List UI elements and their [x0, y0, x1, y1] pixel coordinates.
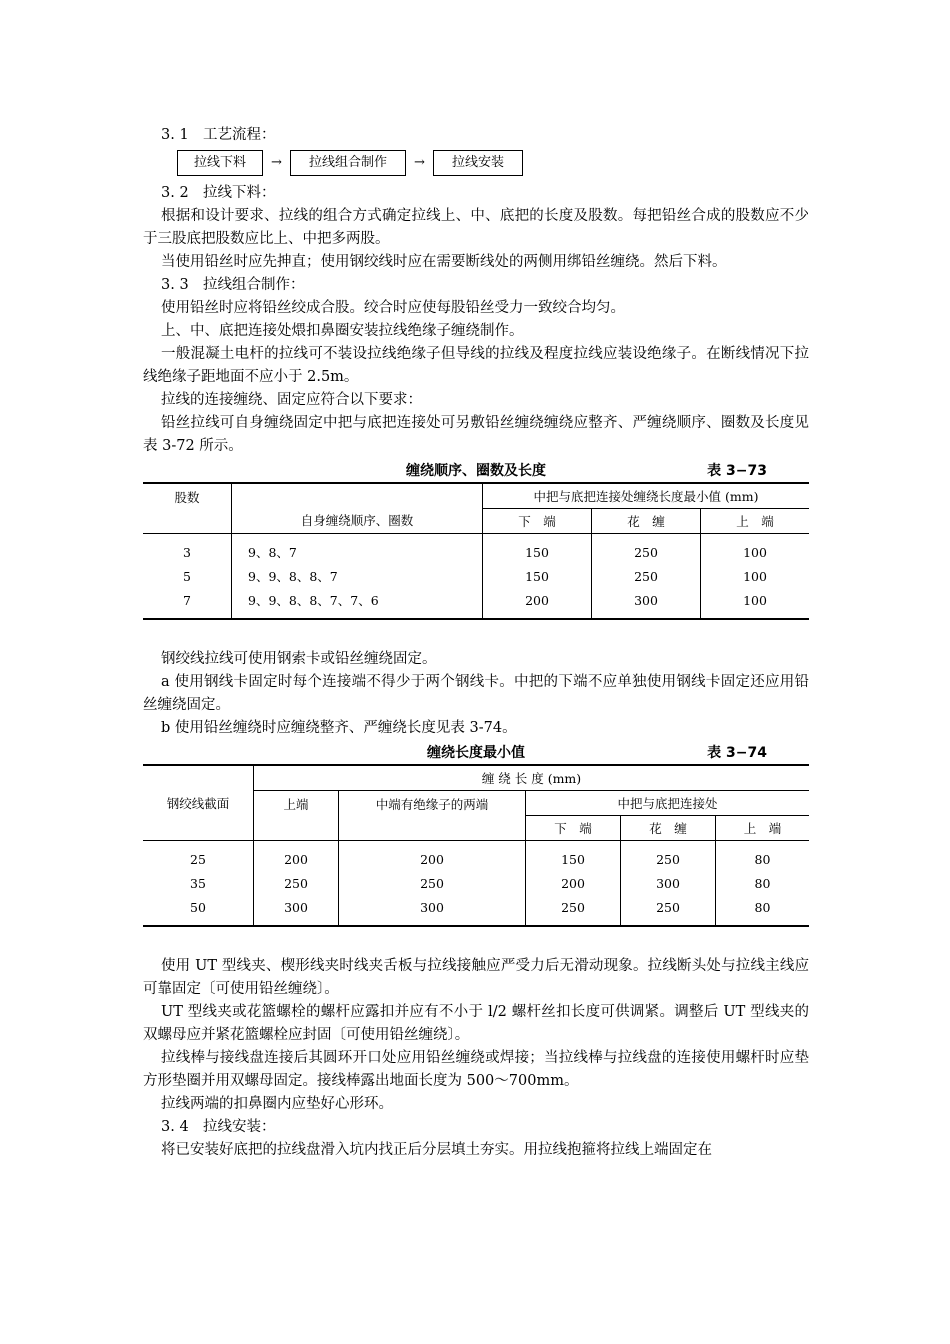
table-1-caption	[143, 458, 809, 482]
table-2-header-sub-3: 上 端	[716, 816, 810, 841]
flow-step-3: 拉线安装	[433, 150, 523, 176]
table-2	[143, 764, 809, 927]
paragraph-1: 根据和设计要求、拉线的组合方式确定拉线上、中、底把的长度及股数。每把铅丝合成的股数应不少于三股底把股数应比上、中把多两股。	[143, 208, 809, 247]
table-2-header-conn: 中把与底把连接处	[526, 791, 810, 816]
table-row: 35 250 250 200 300 80	[143, 871, 809, 895]
paragraph-14: 拉线两端的扣鼻圈内应垫好心形环。	[161, 1096, 393, 1112]
section-3-4-heading: 3. 4 拉线安装：	[161, 1119, 276, 1135]
table-2-header-group: 缠 绕 长 度 (mm)	[254, 765, 810, 791]
table-2-number: 表 3−74	[707, 745, 767, 761]
paragraph-6: 拉线的连接缠绕、固定应符合以下要求：	[161, 392, 422, 408]
paragraph-12: UT 型线夹或花篮螺栓的螺杆应露扣并应有不小于 l/2 螺杆丝扣长度可供调紧。调整后 UT 型线夹的双螺母应并紧花篮螺栓应封固〔可使用铅丝缠绕〕。	[143, 1004, 809, 1043]
table-2-header-sub-1: 下 端	[526, 816, 621, 841]
paragraph-7: 铅丝拉线可自身缠绕固定中把与底把连接处可另敷铅丝缠绕缠绕应整齐、严缠绕顺序、圈数及长度见表 3-72 所示。	[143, 415, 809, 454]
table-1-header-sub-1: 下 端	[483, 509, 592, 534]
table-2-title: 缠绕长度最小值	[427, 745, 525, 761]
flow-step-1: 拉线下料	[177, 150, 263, 176]
table-2-header-sub-2: 花 缠	[621, 816, 716, 841]
table-1-header-sub-3: 上 端	[701, 509, 810, 534]
paragraph-3: 使用铅丝时应将铅丝绞成合股。绞合时应使每股铅丝受力一致绞合均匀。	[161, 300, 625, 316]
paragraph-9: a 使用钢线卡固定时每个连接端不得少于两个钢线卡。中把的下端不应单独使用钢线卡固定还应用铅丝缠绕固定。	[143, 674, 809, 713]
paragraph-8: 钢绞线拉线可使用钢索卡或铅丝缠绕固定。	[161, 651, 437, 667]
table-row: 3 9、8、7 150 250 100	[143, 534, 809, 565]
paragraph-11: 使用 UT 型线夹、楔形线夹时线夹舌板与拉线接触应严受力后无滑动现象。拉线断头处与拉线主线应可靠固定〔可使用铅丝缠绕〕。	[143, 958, 809, 997]
paragraph-5: 一般混凝土电杆的拉线可不装设拉线绝缘子但导线的拉线及程度拉线应装设绝缘子。在断线情况下拉线绝缘子距地面不应小于 2.5m。	[143, 346, 809, 385]
table-2-caption	[143, 740, 809, 764]
table-row: 5 9、9、8、8、7 150 250 100	[143, 564, 809, 588]
paragraph-10: b 使用铅丝缠绕时应缠绕整齐、严缠绕长度见表 3-74。	[161, 720, 517, 736]
table-2-header-mid: 中端有绝缘子的两端	[339, 791, 526, 841]
flow-step-2: 拉线组合制作	[290, 150, 406, 176]
table-row: 25 200 200 150 250 80	[143, 841, 809, 872]
section-3-2-heading: 3. 2 拉线下料：	[161, 185, 276, 201]
table-row: 50 300 300 250 250 80	[143, 895, 809, 926]
table-1-header-sub-2: 花 缠	[592, 509, 701, 534]
process-flow	[177, 149, 809, 176]
paragraph-13: 拉线棒与接线盘连接后其圆环开口处应用铅丝缠绕或焊接；当拉线棒与拉线盘的连接使用螺杆时应垫方形垫圈并用双螺母固定。接线棒露出地面长度为 500～700mm。	[143, 1050, 809, 1089]
flow-arrow-1: →	[271, 155, 282, 170]
document-page	[143, 124, 809, 1162]
paragraph-15: 将已安装好底把的拉线盘滑入坑内找正后分层填土夯实。用拉线抱箍将拉线上端固定在	[161, 1142, 712, 1158]
paragraph-4: 上、中、底把连接处煨扣鼻圈安装拉线绝缘子缠绕制作。	[161, 323, 524, 339]
table-2-header-section: 钢绞线截面	[143, 765, 254, 841]
section-3-1-heading: 3. 1 工艺流程：	[161, 127, 276, 143]
table-1	[143, 482, 809, 620]
table-row: 7 9、9、8、8、7、7、6 200 300 100	[143, 588, 809, 619]
table-1-number: 表 3−73	[707, 463, 767, 479]
flow-arrow-2: →	[414, 155, 425, 170]
table-2-header-top: 上端	[254, 791, 339, 841]
table-1-header-strands: 股数	[143, 483, 232, 534]
paragraph-2: 当使用铅丝时应先抻直；使用钢绞线时应在需要断线处的两侧用绑铅丝缠绕。然后下料。	[161, 254, 727, 270]
section-3-3-heading: 3. 3 拉线组合制作：	[161, 277, 305, 293]
table-1-header-self: 自身缠绕顺序、圈数	[232, 483, 483, 534]
table-1-title: 缠绕顺序、圈数及长度	[406, 463, 546, 479]
table-1-header-group: 中把与底把连接处缠绕长度最小值 (mm)	[483, 483, 810, 509]
